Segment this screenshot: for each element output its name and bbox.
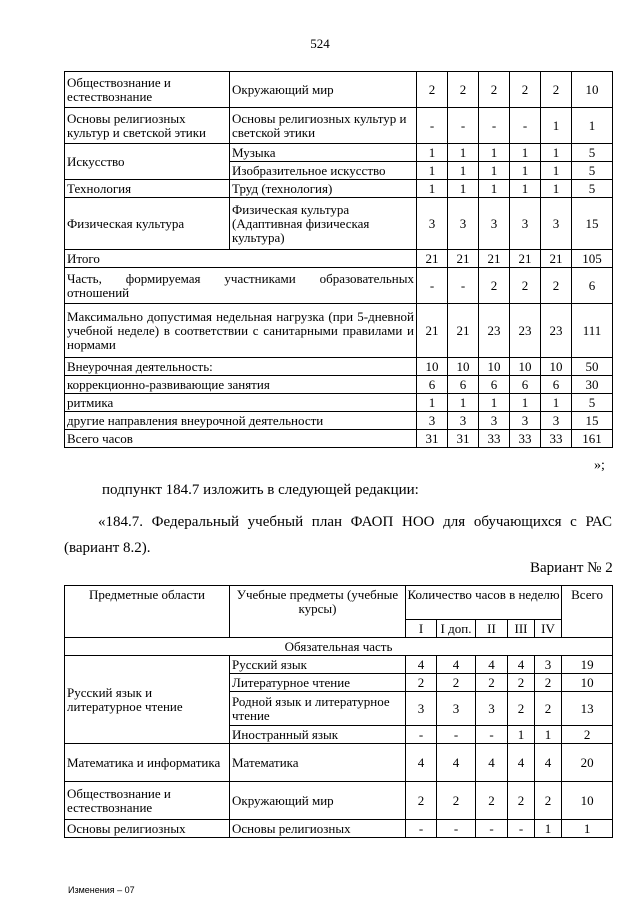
hours-cell: 4 [437,656,476,674]
hours-cell: - [508,820,535,838]
total-cell: 19 [562,656,613,674]
hours-cell: 1 [541,394,572,412]
subject-cell: Музыка [230,144,417,162]
area-cell: Обществознание и естествознание [65,782,230,820]
total-cell: 5 [572,162,613,180]
hours-cell: 1 [417,144,448,162]
summary-label: Внеурочная деятельность: [65,358,417,376]
hours-cell: 1 [479,394,510,412]
hours-cell: - [448,108,479,144]
area-cell: Обществознание и естествознание [65,72,230,108]
hours-cell: 2 [476,782,508,820]
hours-cell: 3 [479,412,510,430]
area-cell: Русский язык и литературное чтение [65,656,230,744]
table-row [65,656,613,674]
hours-cell: - [437,820,476,838]
hours-cell: 3 [510,412,541,430]
hours-cell: 2 [535,674,562,692]
hours-cell: 6 [541,376,572,394]
hours-cell: 1 [479,162,510,180]
total-cell: 6 [572,268,613,304]
summary-label: ритмика [65,394,417,412]
subject-cell: Окружающий мир [230,72,417,108]
summary-label: другие направления внеурочной деятельности [65,412,417,430]
table-row [65,782,613,820]
hours-cell: - [448,268,479,304]
hours-cell: 33 [541,430,572,448]
hours-cell: - [417,108,448,144]
table-row [65,744,613,782]
hours-cell: 4 [437,744,476,782]
subject-cell: Иностранный язык [230,726,406,744]
hours-cell: 21 [417,250,448,268]
grade-header: II [476,620,508,638]
hours-cell: 23 [541,304,572,358]
hours-cell: 2 [437,674,476,692]
hours-cell: 2 [510,268,541,304]
hours-cell: 1 [541,108,572,144]
hours-cell: 4 [508,744,535,782]
summary-row [65,358,613,376]
grade-header: IV [535,620,562,638]
hours-cell: 3 [535,656,562,674]
hours-cell: 21 [448,250,479,268]
table-row [65,180,613,198]
plan-paragraph: «184.7. Федеральный учебный план ФАОП НОО для обучающихся с РАС (вариант 8.2). [64,514,612,556]
hours-cell: 4 [476,744,508,782]
hours-cell: 2 [510,72,541,108]
total-cell: 15 [572,412,613,430]
summary-row [65,394,613,412]
summary-row [65,268,613,304]
header-areas: Предметные области [65,586,230,638]
total-cell: 50 [572,358,613,376]
hours-cell: 10 [510,358,541,376]
hours-cell: 33 [479,430,510,448]
hours-cell: - [406,820,437,838]
hours-cell: 6 [448,376,479,394]
area-cell: Физическая культура [65,198,230,250]
area-cell: Основы религиозных [65,820,230,838]
total-cell: 10 [572,72,613,108]
hours-cell: 10 [479,358,510,376]
summary-label: Итого [65,250,417,268]
total-cell: 1 [562,820,613,838]
hours-cell: 23 [510,304,541,358]
summary-row [65,412,613,430]
summary-row [65,250,613,268]
hours-cell: 1 [448,180,479,198]
hours-cell: 1 [535,726,562,744]
header-hours: Количество часов в неделю [406,586,562,620]
hours-cell: 2 [508,782,535,820]
hours-cell: 2 [476,674,508,692]
hours-cell: 3 [448,198,479,250]
grade-header: I [406,620,437,638]
table-closing-mark: »; [594,458,605,473]
hours-cell: 21 [448,304,479,358]
area-cell: Искусство [65,144,230,180]
total-cell: 2 [562,726,613,744]
hours-cell: 3 [448,412,479,430]
hours-cell: 1 [448,394,479,412]
hours-cell: 1 [479,180,510,198]
subject-cell: Основы религиозных [230,820,406,838]
hours-cell: 1 [508,726,535,744]
hours-cell: 31 [448,430,479,448]
hours-cell: 3 [417,198,448,250]
total-cell: 5 [572,144,613,162]
total-cell: 111 [572,304,613,358]
hours-cell: 3 [406,692,437,726]
table-row [65,72,613,108]
summary-row [65,376,613,394]
hours-cell: 2 [541,72,572,108]
table-row [65,108,613,144]
total-cell: 10 [562,674,613,692]
page-number: 524 [310,36,330,51]
hours-cell: 10 [541,358,572,376]
hours-cell: - [476,820,508,838]
hours-cell: - [406,726,437,744]
hours-cell: 3 [541,412,572,430]
grade-header: III [508,620,535,638]
table-row [65,198,613,250]
hours-cell: 1 [535,820,562,838]
hours-cell: 2 [508,674,535,692]
hours-cell: 4 [406,744,437,782]
table-row [65,144,613,162]
area-cell: Основы религиозных культур и светской этики [65,108,230,144]
hours-cell: 21 [417,304,448,358]
total-cell: 20 [562,744,613,782]
hours-cell: 2 [417,72,448,108]
hours-cell: 1 [510,180,541,198]
hours-cell: 1 [448,162,479,180]
hours-cell: 2 [448,72,479,108]
hours-cell: 3 [437,692,476,726]
curriculum-table-continued [64,71,613,448]
hours-cell: 4 [508,656,535,674]
amendment-paragraph: подпункт 184.7 изложить в следующей редакции: [102,482,419,498]
hours-cell: 31 [417,430,448,448]
hours-cell: 2 [479,268,510,304]
total-cell: 105 [572,250,613,268]
hours-cell: 1 [510,394,541,412]
summary-label: Всего часов [65,430,417,448]
variant-label: Вариант № 2 [530,560,613,576]
hours-cell: 21 [541,250,572,268]
hours-cell: 2 [479,72,510,108]
hours-cell: 3 [417,412,448,430]
total-cell: 15 [572,198,613,250]
hours-cell: 2 [508,692,535,726]
hours-cell: 3 [476,692,508,726]
hours-cell: 3 [479,198,510,250]
section-title: Обязательная часть [65,638,613,656]
hours-cell: - [417,268,448,304]
subject-cell: Окружающий мир [230,782,406,820]
hours-cell: 6 [479,376,510,394]
hours-cell: 1 [510,144,541,162]
hours-cell: 4 [476,656,508,674]
summary-row [65,430,613,448]
subject-cell: Родной язык и литературное чтение [230,692,406,726]
hours-cell: 1 [417,180,448,198]
hours-cell: 1 [448,144,479,162]
subject-cell: Основы религиозных культур и светской этики [230,108,417,144]
hours-cell: 2 [541,268,572,304]
subject-cell: Литературное чтение [230,674,406,692]
hours-cell: 33 [510,430,541,448]
hours-cell: - [510,108,541,144]
hours-cell: 10 [448,358,479,376]
total-cell: 10 [562,782,613,820]
hours-cell: 6 [417,376,448,394]
hours-cell: 23 [479,304,510,358]
hours-cell: 21 [479,250,510,268]
grade-header: I доп. [437,620,476,638]
hours-cell: - [437,726,476,744]
area-cell: Математика и информатика [65,744,230,782]
hours-cell: 2 [535,692,562,726]
subject-cell: Математика [230,744,406,782]
hours-cell: - [476,726,508,744]
hours-cell: - [479,108,510,144]
header-total: Всего [562,586,613,638]
hours-cell: 6 [510,376,541,394]
hours-cell: 21 [510,250,541,268]
hours-cell: 10 [417,358,448,376]
total-cell: 1 [572,108,613,144]
hours-cell: 2 [406,782,437,820]
curriculum-table-variant2 [64,585,613,838]
subject-cell: Физическая культура (Адаптивная физическая культура) [230,198,417,250]
hours-cell: 3 [510,198,541,250]
hours-cell: 1 [541,180,572,198]
hours-cell: 3 [541,198,572,250]
summary-row [65,304,613,358]
total-cell: 13 [562,692,613,726]
hours-cell: 1 [417,394,448,412]
total-cell: 30 [572,376,613,394]
hours-cell: 4 [406,656,437,674]
summary-label: коррекционно-развивающие занятия [65,376,417,394]
hours-cell: 1 [541,162,572,180]
total-cell: 161 [572,430,613,448]
hours-cell: 2 [437,782,476,820]
summary-label: Максимально допустимая недельная нагрузка (при 5-дневной учебной неделе) в соответствии с санитарными правилами и нормами [65,304,417,358]
hours-cell: 2 [406,674,437,692]
total-cell: 5 [572,180,613,198]
table-row [65,820,613,838]
header-subjects: Учебные предметы (учебные курсы) [230,586,406,638]
hours-cell: 1 [417,162,448,180]
summary-label: Часть, формируемая участниками образовательных отношений [65,268,417,304]
hours-cell: 4 [535,744,562,782]
hours-cell: 2 [535,782,562,820]
hours-cell: 1 [510,162,541,180]
hours-cell: 1 [479,144,510,162]
subject-cell: Труд (технология) [230,180,417,198]
total-cell: 5 [572,394,613,412]
subject-cell: Изобразительное искусство [230,162,417,180]
hours-cell: 1 [541,144,572,162]
subject-cell: Русский язык [230,656,406,674]
footer-note: Изменения – 07 [68,885,135,895]
area-cell: Технология [65,180,230,198]
